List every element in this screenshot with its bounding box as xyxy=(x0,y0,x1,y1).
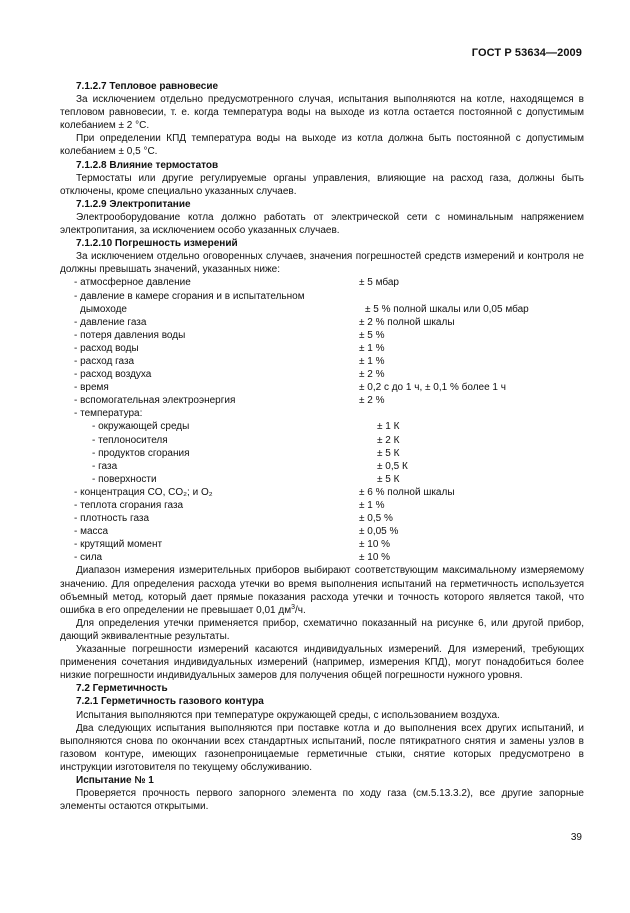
tolerance-label: - теплота сгорания газа xyxy=(74,500,184,511)
standard-header: ГОСТ Р 53634—2009 xyxy=(471,47,582,59)
tolerance-label: - сила xyxy=(74,552,103,564)
paragraph: Проверяется прочность первого запорного элемента по ходу газа (см.5.13.3.2), все другие запорные элементы остаются открытыми. xyxy=(60,788,584,813)
tolerance-label: - окружающей среды xyxy=(92,421,190,433)
tolerance-row xyxy=(60,303,584,316)
tolerance-label: - теплоносителя xyxy=(92,434,168,446)
tolerance-row xyxy=(60,538,584,551)
paragraph: Для определения утечки применяется прибор, схематично показанный на рисунке 6, или другой прибор, дающий эквивалентные результаты. xyxy=(60,617,584,642)
paragraph: Два следующих испытания выполняются при поставке котла и до выполнения всех других испытаний, и выполняются снова по окончании всех стандартных испытаний, после пятикратного снятия и замены узлов в газовом контуре, имеющих газонепроницаемые герметичные стыки, снятие которых предусмотрено в инструкции изготовителя по текущему обслуживанию. xyxy=(60,722,584,773)
tolerance-value: ± 5 % полной шкалы или 0,05 мбар xyxy=(365,303,529,315)
tolerance-value: ± 1 % xyxy=(359,500,385,511)
tolerance-row xyxy=(60,290,584,303)
tolerance-label: - расход воды xyxy=(74,342,139,354)
tolerance-label: дымоходе xyxy=(80,303,127,315)
paragraph: Указанные погрешности измерений касаются индивидуальных измерений. Для измерений, требующих применения сочетания индивидуальных измерений (например, измерения КПД), могут понадобиться более низкие погрешности индивидуальных замеров для получения общей погрешности нужного уровня. xyxy=(60,644,584,682)
tolerance-value: ± 10 % xyxy=(359,539,391,551)
test-heading: Испытание № 1 xyxy=(76,774,154,786)
tolerance-value: ± 0,05 % xyxy=(359,526,399,538)
tolerance-label: - вспомогательная электроэнергия xyxy=(74,395,236,407)
tolerance-value: ± 1 К xyxy=(377,421,400,433)
tolerance-value: ± 10 % xyxy=(359,552,391,564)
tolerance-row xyxy=(60,551,584,564)
tolerance-row xyxy=(60,276,584,289)
tolerance-row xyxy=(60,329,584,342)
tolerance-label: - крутящий момент xyxy=(74,539,163,551)
tolerance-row xyxy=(60,499,584,512)
tolerance-row xyxy=(60,460,584,473)
paragraph: Испытания выполняются при температуре окружающей среды, с использованием воздуха. xyxy=(76,709,500,721)
tolerance-row xyxy=(60,355,584,368)
tolerance-label: - расход газа xyxy=(74,355,135,367)
tolerance-label: - поверхности xyxy=(92,473,157,485)
tolerance-value: ± 5 К xyxy=(377,447,400,459)
tolerance-row xyxy=(60,486,584,499)
page-content xyxy=(60,80,584,813)
tolerance-row xyxy=(60,420,584,433)
tolerance-value: ± 2 % xyxy=(359,395,385,407)
page-number: 39 xyxy=(570,832,582,843)
paragraph: Электрооборудование котла должно работать от электрической сети с номинальным напряжением электропитания, за исключением особо указанных случаев. xyxy=(60,211,584,237)
paragraph: Термостаты или другие регулируемые органы управления, влияющие на расход газа, должны быть отключены, кроме специально указанных случаев. xyxy=(60,172,584,197)
paragraph-text: /ч. xyxy=(295,604,306,616)
section-heading-7129: 7.1.2.9 Электропитание xyxy=(76,198,191,210)
tolerance-row xyxy=(60,342,584,355)
tolerance-value: ± 5 К xyxy=(377,473,400,485)
tolerance-label: - давление в камере сгорания и в испытательном xyxy=(74,290,305,302)
section-heading-7128: 7.1.2.8 Влияние термостатов xyxy=(76,159,219,171)
tolerance-label: - газа xyxy=(92,460,118,472)
tolerance-label: - атмосферное давление xyxy=(74,277,191,289)
tolerance-value: ± 5 мбар xyxy=(359,277,399,289)
tolerance-value: ± 0,5 К xyxy=(377,460,408,472)
tolerance-value: ± 0,2 с до 1 ч, ± 0,1 % более 1 ч xyxy=(359,382,506,394)
paragraph: За исключением отдельно оговоренных случаев, значения погрешностей средств измерений и контроля не должны превышать значений, указанных ниже: xyxy=(60,251,584,276)
tolerance-value: ± 6 % полной шкалы xyxy=(359,486,455,498)
section-heading-71210: 7.1.2.10 Погрешность измерений xyxy=(76,238,238,250)
tolerance-row xyxy=(60,316,584,329)
tolerance-value: ± 2 % xyxy=(359,369,385,381)
section-heading-721: 7.2.1 Герметичность газового контура xyxy=(76,696,264,708)
tolerance-row xyxy=(60,447,584,460)
tolerance-label: - концентрация CO, CO₂; и O₂ xyxy=(74,486,213,498)
tolerance-row xyxy=(60,381,584,394)
tolerance-label: - потеря давления воды xyxy=(74,329,186,341)
tolerance-value: ± 2 % полной шкалы xyxy=(359,316,455,328)
tolerance-value: ± 0,5 % xyxy=(359,513,393,525)
tolerance-value: ± 5 % xyxy=(359,329,385,341)
tolerance-row xyxy=(60,525,584,538)
tolerance-row xyxy=(60,473,584,486)
paragraph xyxy=(60,564,584,616)
superscript: 3 xyxy=(291,603,295,611)
tolerance-row xyxy=(60,407,584,420)
paragraph-text: Диапазон измерения измерительных приборов выбирают соответствующим максимальному измеряемому значению. Для определения расхода утечки во время выполнения испытаний на герметичность используется объемный метод, который дает прямые показания расхода утечки и точность которого является такой, что ошибка в его определении не превышает 0,01 дм xyxy=(60,565,584,616)
tolerance-value: ± 1 % xyxy=(359,355,385,367)
tolerance-row xyxy=(60,394,584,407)
tolerance-value: ± 2 К xyxy=(377,434,400,446)
tolerance-label: - расход воздуха xyxy=(74,369,152,381)
paragraph: За исключением отдельно предусмотренного случая, испытания выполняются на котле, находящемся в тепловом равновесии, т. е. когда температура воды на выходе из котла остается постоянной с допустимым колебанием ± 2 °С. xyxy=(60,94,584,132)
section-heading-7127: 7.1.2.7 Тепловое равновесие xyxy=(76,81,219,92)
tolerance-row xyxy=(60,368,584,381)
tolerance-label: - время xyxy=(74,382,109,394)
tolerance-value: ± 1 % xyxy=(359,342,385,354)
tolerance-label: - масса xyxy=(74,526,109,538)
tolerance-label: - продуктов сгорания xyxy=(92,447,190,459)
paragraph: При определении КПД температура воды на выходе из котла должна быть постоянной с допустимым колебанием ± 0,5 °С. xyxy=(60,133,584,158)
section-heading-72: 7.2 Герметичность xyxy=(76,683,168,695)
tolerance-row xyxy=(60,434,584,447)
tolerance-list xyxy=(60,276,584,564)
tolerance-label: - температура: xyxy=(74,408,143,420)
tolerance-label: - давление газа xyxy=(74,316,147,328)
tolerance-label: - плотность газа xyxy=(74,513,150,525)
tolerance-row xyxy=(60,512,584,525)
